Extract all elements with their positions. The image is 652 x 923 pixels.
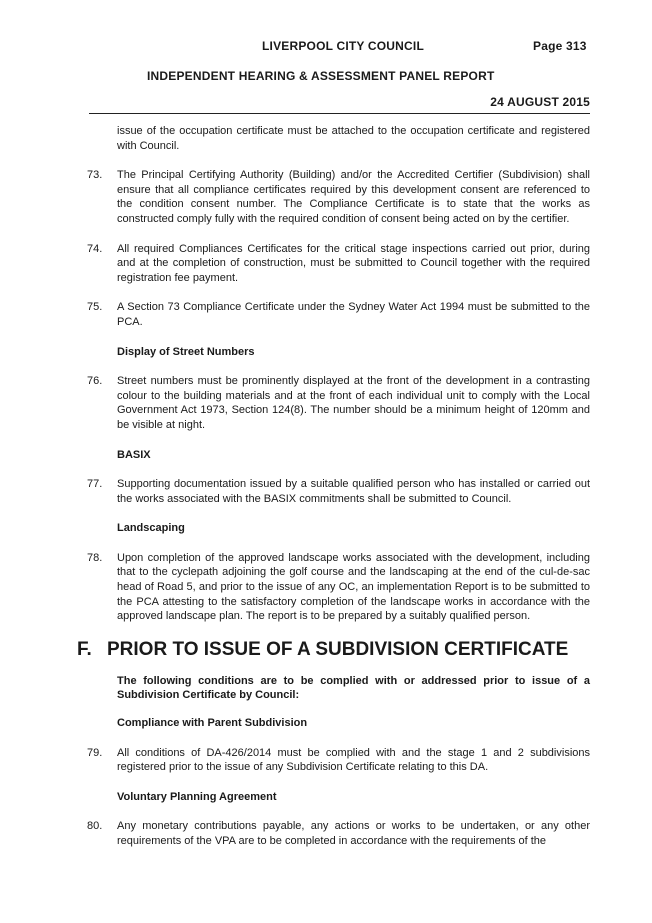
- condition-text: Supporting documentation issued by a suitable qualified person who has installed or carried out the works associated with the BASIX commitments shall be submitted to Council.: [117, 478, 590, 505]
- condition-text: A Section 73 Compliance Certificate under the Sydney Water Act 1994 must be submitted to the PCA.: [117, 301, 590, 328]
- condition-text: All required Compliances Certificates for the critical stage inspections carried out prior, during and at the completion of construction, must be submitted to Council together with the required registration fee payment.: [117, 242, 590, 284]
- section-lead-paragraph: The following conditions are to be complied with or addressed prior to issue of a Subdivision Certificate by Council:: [117, 674, 590, 702]
- condition-text: The Principal Certifying Authority (Building) and/or the Accredited Certifier (Subdivision) shall ensure that all compliance certificates required by this development consent are referenced to the condition consent number. The Compliance Certificate is to state that the works as constructed comply fully with the required condition of consent being acted on by the certifier.: [117, 169, 590, 225]
- condition-text: Upon completion of the approved landscape works associated with the development, including that to the cyclepath adjoining the golf course and the landscaping at the end of the cul-de-sac head of Road 5, and prior to the issue of any OC, an implementation Report is to be submitted to the PCA attesting to the satisfactory completion of the landscape works in accordance with the approved landscape plan. The report is to be prepared by a suitably qualified person.: [117, 551, 590, 623]
- condition-73: [0, 168, 652, 226]
- condition-number: 78.: [87, 551, 103, 564]
- condition-number: 77.: [87, 478, 103, 491]
- condition-80: [0, 819, 652, 848]
- condition-number: 73.: [87, 169, 103, 182]
- condition-number: 76.: [87, 375, 103, 388]
- section-heading-f: [0, 639, 652, 661]
- section-title: PRIOR TO ISSUE OF A SUBDIVISION CERTIFICATE: [107, 638, 569, 660]
- condition-number: 80.: [87, 820, 103, 833]
- condition-74: [0, 242, 652, 286]
- continuation-paragraph: [0, 124, 652, 153]
- condition-number: 79.: [87, 746, 103, 759]
- subheading-parent-subdivision: Compliance with Parent Subdivision: [117, 717, 308, 730]
- condition-78: [0, 551, 652, 624]
- condition-76: [0, 374, 652, 432]
- paragraph-text: issue of the occupation certificate must be attached to the occupation certificate and registered with Council.: [117, 125, 590, 152]
- header-council-name: LIVERPOOL CITY COUNCIL: [262, 39, 424, 53]
- condition-77: [0, 477, 652, 506]
- condition-79: [0, 746, 652, 775]
- subheading-street-numbers: Display of Street Numbers: [117, 345, 255, 358]
- condition-text: All conditions of DA-426/2014 must be complied with and the stage 1 and 2 subdivisions registered prior to the issue of any Subdivision Certificate relating to this DA.: [117, 746, 590, 774]
- subheading-basix: BASIX: [117, 448, 151, 461]
- section-letter: F.: [77, 638, 92, 660]
- condition-75: [0, 300, 652, 329]
- condition-number: 74.: [87, 242, 103, 255]
- condition-text: Street numbers must be prominently displayed at the front of the development in a contrasting colour to the building materials and at the front of each individual unit to comply with the Local Government Act 1973, Section 124(8). The number should be a minimum height of 120mm and be visible at night.: [117, 375, 590, 431]
- document-body: [0, 124, 652, 849]
- condition-text: Any monetary contributions payable, any actions or works to be undertaken, or any other requirements of the VPA are to be completed in accordance with the requirements of the: [117, 820, 590, 847]
- header-date: 24 AUGUST 2015: [490, 95, 590, 109]
- subheading-landscaping: Landscaping: [117, 522, 185, 535]
- header-report-title: INDEPENDENT HEARING & ASSESSMENT PANEL REPORT: [147, 69, 495, 83]
- header-rule: [89, 113, 590, 114]
- subheading-vpa: Voluntary Planning Agreement: [117, 790, 277, 803]
- header-page-number: Page 313: [533, 39, 587, 53]
- condition-number: 75.: [87, 301, 103, 314]
